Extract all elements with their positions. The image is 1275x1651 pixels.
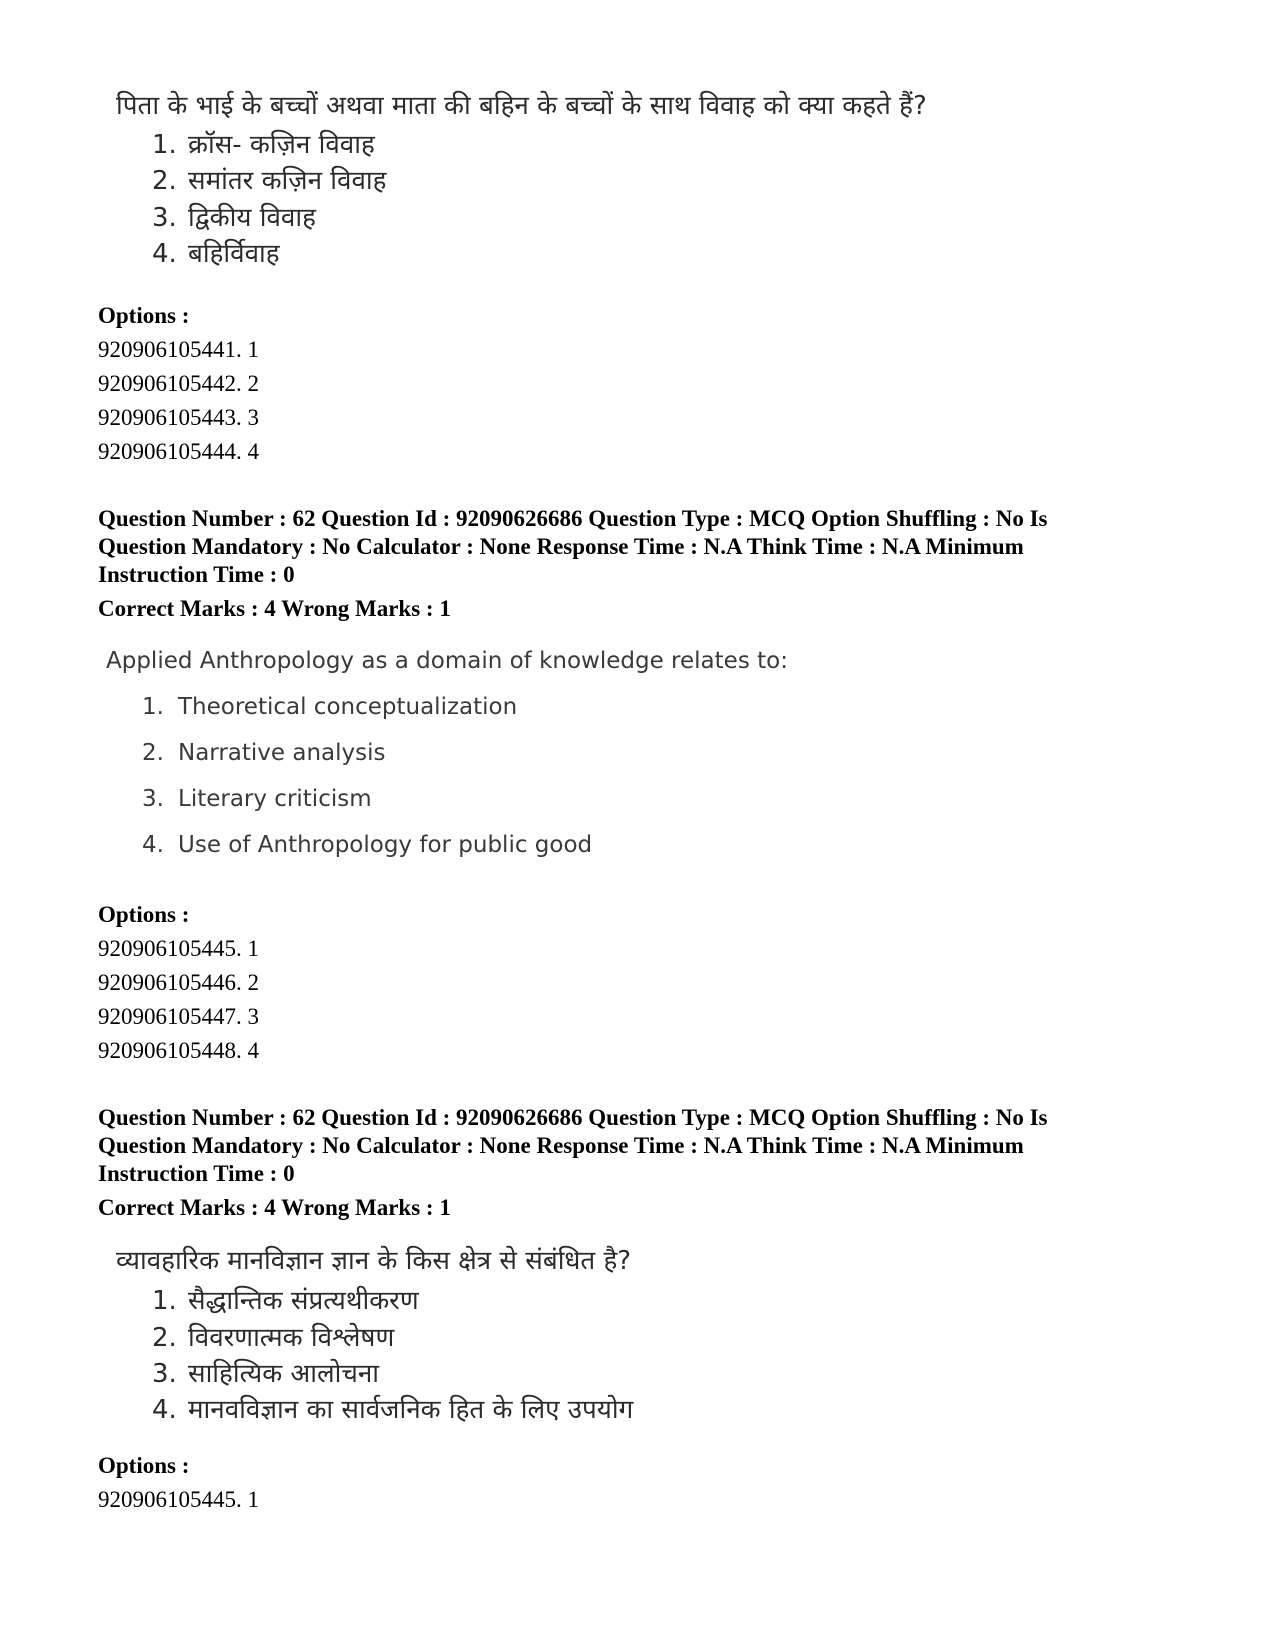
choice-text: सैद्धान्तिक संप्रत्यथीकरण: [188, 1286, 419, 1316]
choice-item: [152, 1318, 394, 1354]
choice-number: 1.: [152, 1286, 177, 1316]
choice-number: 1.: [152, 130, 177, 160]
meta-line: Question Number : 62 Question Id : 92090626686 Question Type : MCQ Option Shuffling : No Is: [98, 1105, 1048, 1130]
choice-text: Use of Anthropology for public good: [178, 832, 593, 858]
option-row: 920906105448. 4: [98, 1038, 259, 1063]
meta-line: Instruction Time : 0: [98, 1161, 295, 1186]
marks-line: Correct Marks : 4 Wrong Marks : 1: [98, 1195, 451, 1220]
choice-text: Literary criticism: [178, 786, 372, 812]
options-label: Options :: [98, 902, 190, 927]
choice-number: 2.: [152, 166, 177, 196]
choice-number: 4.: [142, 832, 164, 858]
choice-number: 3.: [152, 1359, 177, 1389]
choice-number: 3.: [142, 786, 164, 812]
choice-item: [152, 1390, 633, 1426]
choice-text: बहिर्विवाह: [188, 239, 280, 269]
choice-item: [152, 125, 375, 161]
option-row: 920906105444. 4: [98, 439, 259, 464]
question-3-stem: व्यावहारिक मानविज्ञान ज्ञान के किस क्षेत्र से संबंधित है?: [116, 1246, 632, 1276]
options-label: Options :: [98, 1453, 190, 1478]
option-row: 920906105445. 1: [98, 936, 259, 961]
choice-text: समांतर कज़िन विवाह: [188, 166, 387, 196]
meta-line: Instruction Time : 0: [98, 562, 295, 587]
choice-item: [152, 1354, 379, 1390]
choice-text: विवरणात्मक विश्लेषण: [188, 1323, 395, 1353]
question-1-options: [98, 299, 259, 469]
choice-number: 1.: [142, 694, 164, 720]
meta-line: Question Mandatory : No Calculator : None Response Time : N.A Think Time : N.A Minimum: [98, 1133, 1024, 1158]
marks-line: Correct Marks : 4 Wrong Marks : 1: [98, 596, 451, 621]
meta-line: Question Mandatory : No Calculator : None Response Time : N.A Think Time : N.A Minimum: [98, 534, 1024, 559]
choice-item: [152, 234, 280, 270]
option-row: 920906105442. 2: [98, 371, 259, 396]
choice-number: 4.: [152, 1395, 177, 1425]
choice-item: [152, 198, 316, 234]
choice-text: क्रॉस- कज़िन विवाह: [188, 130, 375, 160]
choice-item: [142, 832, 592, 858]
choice-number: 2.: [152, 1323, 177, 1353]
choice-number: 4.: [152, 239, 177, 269]
option-row: 920906105447. 3: [98, 1004, 259, 1029]
question-2-options: [98, 898, 259, 1068]
choice-item: [142, 694, 517, 720]
question-3-metadata: [98, 1104, 1198, 1222]
option-row: 920906105443. 3: [98, 405, 259, 430]
option-row: 920906105441. 1: [98, 337, 259, 362]
choice-text: Narrative analysis: [178, 740, 386, 766]
choice-number: 2.: [142, 740, 164, 766]
choice-item: [152, 1281, 419, 1317]
meta-line: Question Number : 62 Question Id : 92090626686 Question Type : MCQ Option Shuffling : No Is: [98, 506, 1048, 531]
choice-text: Theoretical conceptualization: [178, 694, 518, 720]
choice-text: मानवविज्ञान का सार्वजनिक हित के लिए उपयोग: [188, 1395, 634, 1425]
question-2-stem: Applied Anthropology as a domain of knowledge relates to:: [106, 648, 788, 674]
question-1-stem: पिता के भाई के बच्चों अथवा माता की बहिन के बच्चों के साथ विवाह को क्या कहते हैं?: [116, 91, 927, 121]
choice-text: द्विकीय विवाह: [188, 203, 316, 233]
choice-item: [142, 740, 386, 766]
choice-item: [142, 786, 372, 812]
options-label: Options :: [98, 303, 190, 328]
choice-item: [152, 161, 386, 197]
option-row: 920906105445. 1: [98, 1487, 259, 1512]
choice-number: 3.: [152, 203, 177, 233]
question-3-options: [98, 1449, 259, 1517]
question-2-metadata: [98, 505, 1198, 623]
choice-text: साहित्यिक आलोचना: [188, 1359, 380, 1389]
option-row: 920906105446. 2: [98, 970, 259, 995]
